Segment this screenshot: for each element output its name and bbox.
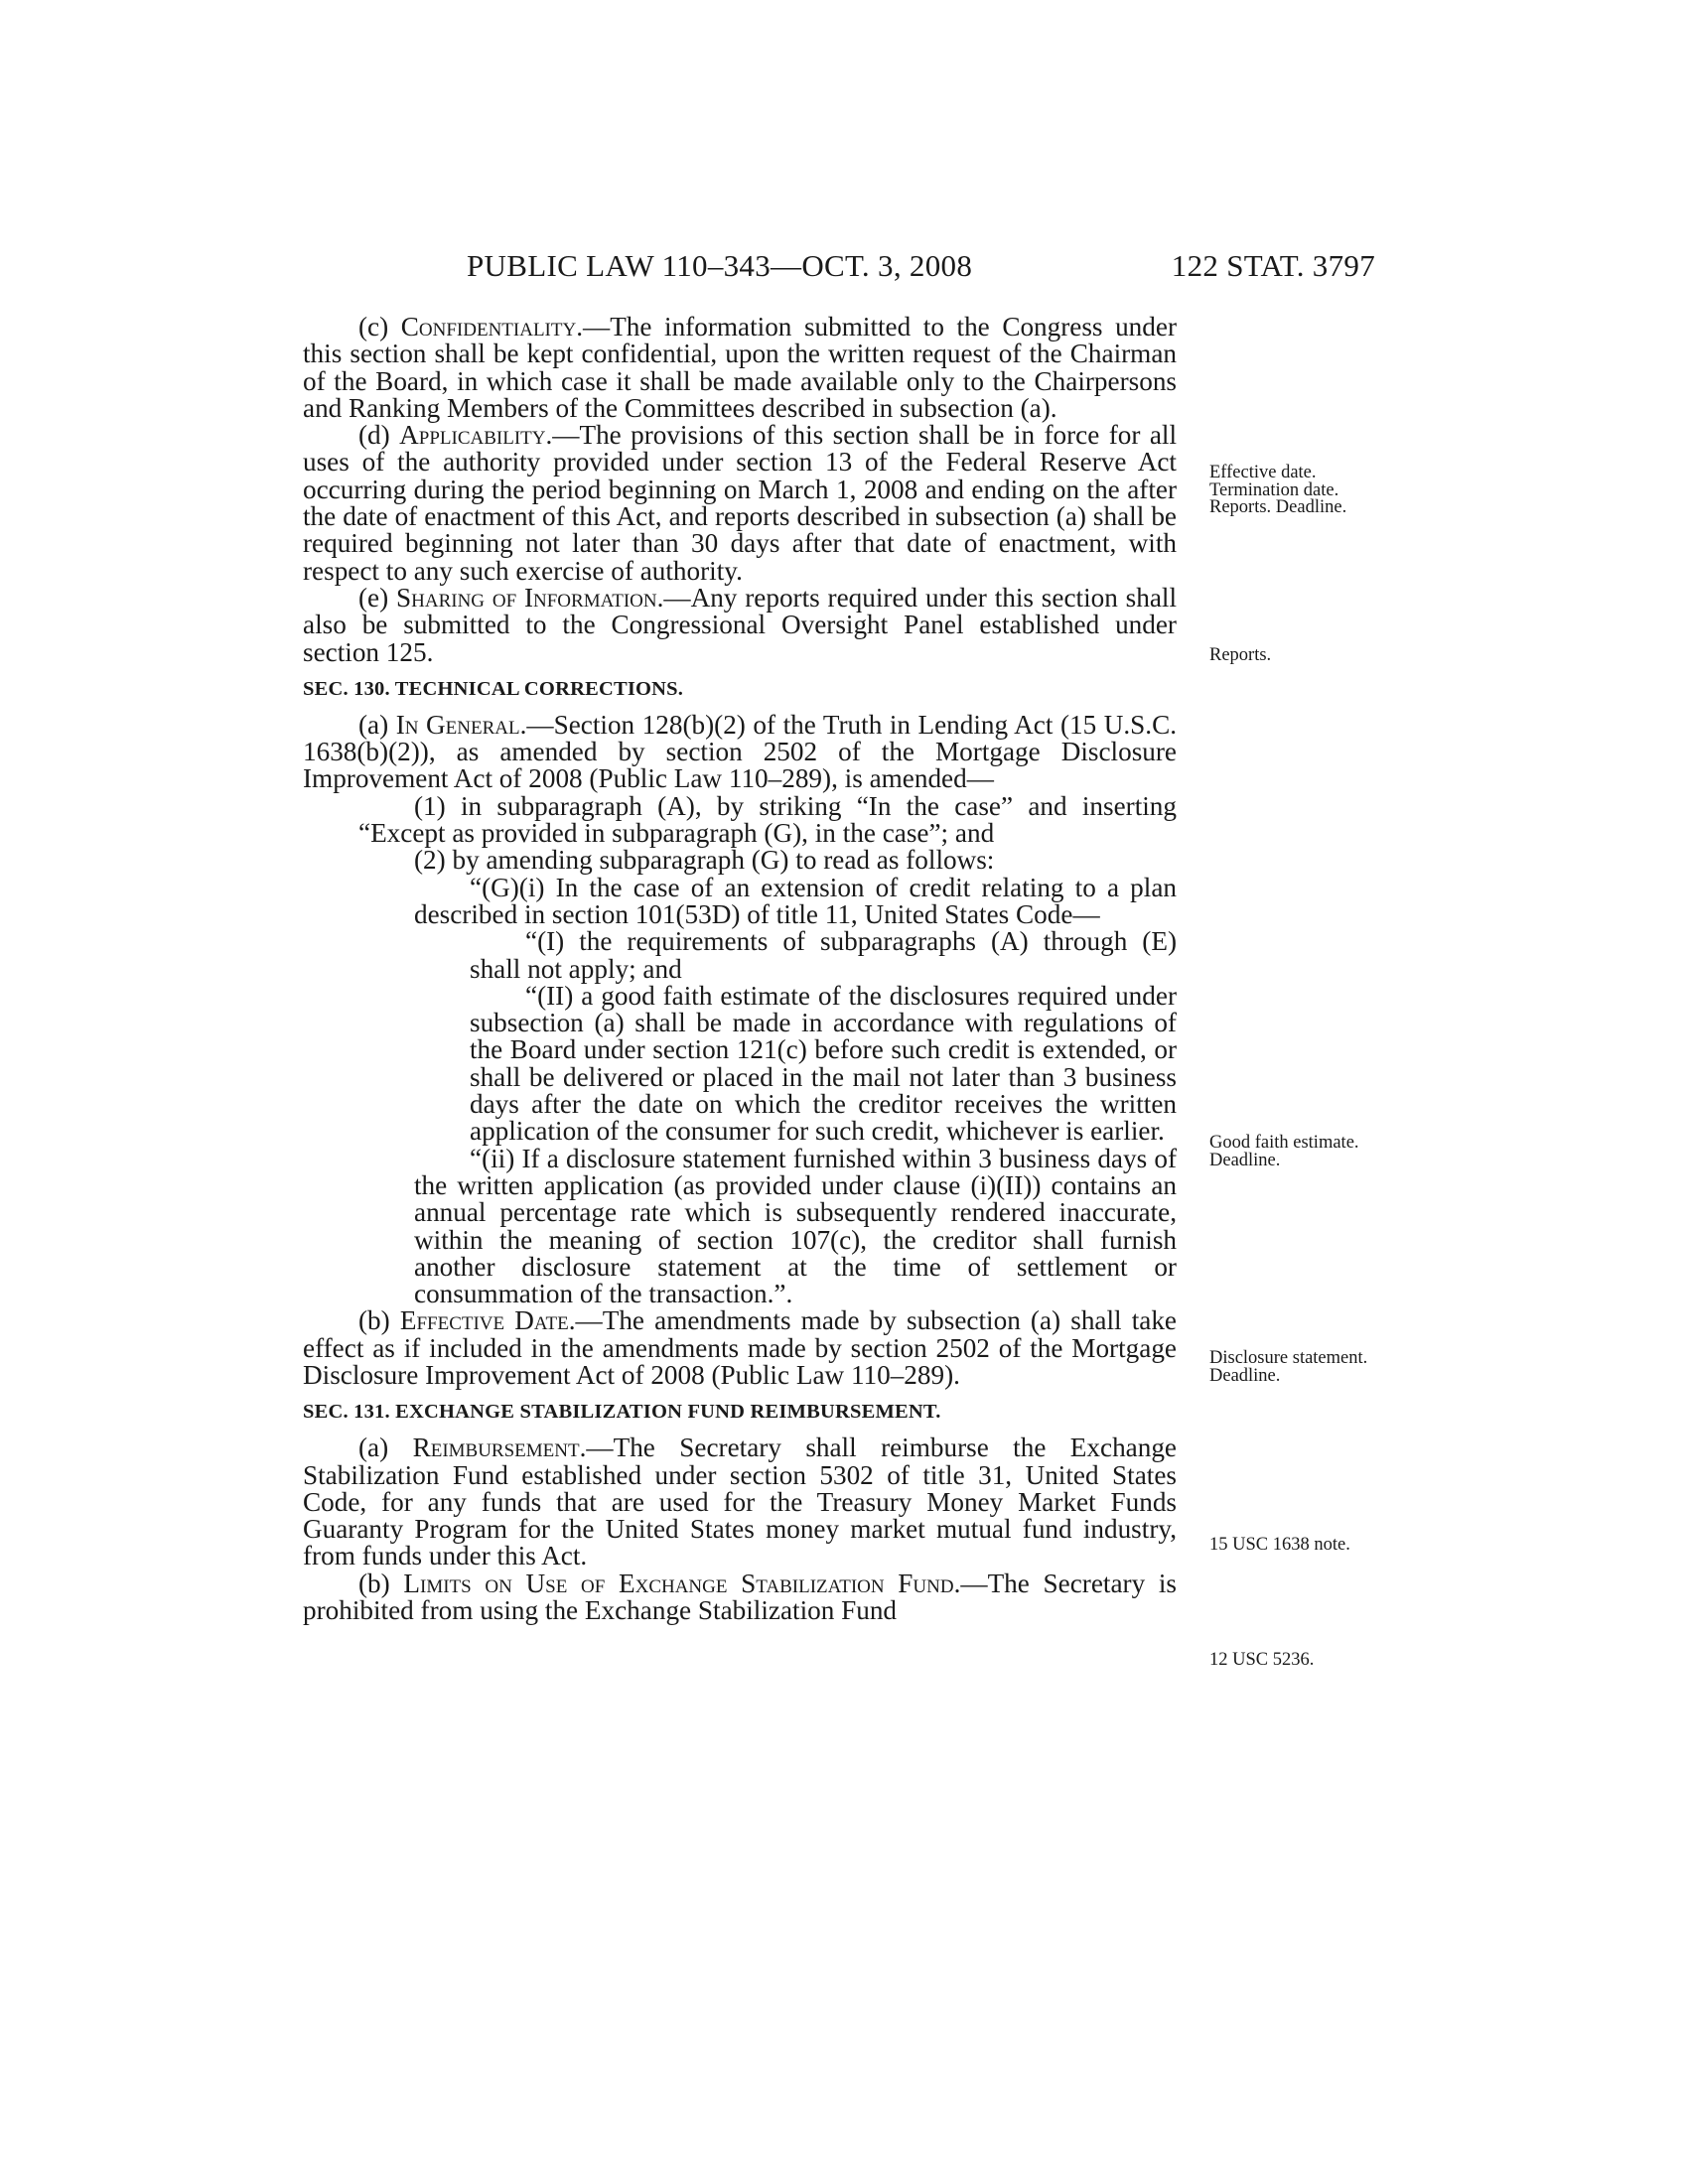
sec131-subsection-a — [303, 1434, 1177, 1570]
sec130-subsection-a — [303, 709, 1177, 794]
subsection-c-label: (c) — [358, 312, 401, 341]
sec130-b-label: (b) — [358, 1305, 400, 1336]
paragraph-1: (1) in subparagraph (A), by striking “In the case” and inserting “Except as provided in subparagraph (G), in the case”; and — [358, 790, 1177, 849]
subclause-I: “(I) the requirements of subparagraphs (A) through (E) shall not apply; and — [470, 926, 1177, 984]
sec130-b-caption: Effective Date — [399, 1305, 569, 1336]
margin-note-good-faith-estimate: Good faith estimate. Deadline. — [1209, 1133, 1359, 1170]
subsection-e-label: (e) — [358, 582, 397, 613]
sec130-b-text: .—The amendments made by subsection (a) shall take effect as if included in the amendments made by section 2502 of the Mortgage Disclosure Improvement Act of 2008 (Public Law 110–289). — [303, 1305, 1178, 1390]
sec131-subsection-b — [303, 1570, 1177, 1625]
section-131-heading: SEC. 131. EXCHANGE STABILIZATION FUND REIMBURSEMENT. — [303, 1401, 941, 1424]
clause-ii: “(ii) If a disclosure statement furnished within 3 business days of the written application (as provided under clause (i)(II)) contains an annual percentage rate which is subsequently rendered inaccurate, within the meaning of section 107(c), the creditor shall furnish another disclosure statement at the time of settlement or consummation of the transaction.”. — [414, 1143, 1177, 1309]
sec130-a-text: .—Section 128(b)(2) of the Truth in Lending Act (15 U.S.C. 1638(b)(2)), as amended by section 2502 of the Mortgage Disclosure Improvement Act of 2008 (Public Law 110–289), is amended— — [303, 709, 1177, 794]
margin-note-effective-date: Effective date. Termination date. Reports. Deadline. — [1209, 463, 1347, 517]
public-law-title: PUBLIC LAW 110–343—OCT. 3, 2008 — [467, 248, 973, 283]
margin-note-disclosure-statement: Disclosure statement. Deadline. — [1209, 1348, 1368, 1386]
subsection-d-text: .—The provisions of this section shall be in force for all uses of the authority provided under section 13 of the Federal Reserve Act occurring during the period beginning on March 1, 2008 and ending on the after the date of enactment of this Act, and reports described in subsection (a) shall be required beginning not later than 30 days after that date of enactment, with respect to any such exercise of authority. — [303, 420, 1177, 586]
sec131-a-label: (a) — [358, 1433, 413, 1463]
body-text — [303, 314, 1177, 1624]
margin-note-usc-1638: 15 USC 1638 note. — [1209, 1535, 1350, 1555]
subsection-c-text: .—The information submitted to the Congress under this section shall be kept confidential, upon the written request of the Chairman of the Board, in which case it shall be made available only to the Chairpersons and Ranking Members of the Committees described in subsection (a). — [303, 312, 1177, 423]
sec131-a-text: .—The Secretary shall reimburse the Exchange Stabilization Fund established under section 5302 of title 31, United States Code, for any funds that are used for the Treasury Money Market Funds Guaranty Program for the United States money market mutual fund industry, from funds under this Act. — [303, 1433, 1177, 1571]
subsection-e-caption: Sharing of Information — [396, 582, 657, 613]
subsection-d-caption: Applicability — [399, 420, 546, 451]
margin-note-usc-5236: 12 USC 5236. — [1209, 1650, 1315, 1670]
margin-note-reports: Reports. — [1209, 645, 1272, 665]
running-head — [303, 248, 1375, 288]
subsection-c — [303, 314, 1177, 422]
sec131-b-label: (b) — [358, 1568, 404, 1598]
subsection-e-text: .—Any reports required under this section shall also be submitted to the Congressional Oversight Panel established under section 125. — [303, 582, 1177, 667]
sec130-a-caption: In General — [395, 709, 520, 740]
sec130-subsection-b — [303, 1307, 1177, 1389]
subsection-d — [303, 422, 1177, 585]
subsection-e — [303, 582, 1177, 667]
sec131-b-text: .—The Secretary is prohibited from using the Exchange Stabilization Fund — [303, 1568, 1177, 1626]
section-130-heading: SEC. 130. TECHNICAL CORRECTIONS. — [303, 677, 684, 700]
subparagraph-g-i: “(G)(i) In the case of an extension of credit relating to a plan described in section 101(53D) of title 11, United States Code— — [414, 872, 1177, 929]
statute-page-number: 122 STAT. 3797 — [1171, 248, 1375, 283]
sec131-b-caption: Limits on Use of Exchange Stabilization Fund — [403, 1568, 954, 1598]
subclause-II: “(II) a good faith estimate of the disclosures required under subsection (a) shall be made in accordance with regulations of the Board under section 121(c) before such credit is extended, or shall be delivered or placed in the mail not later than 3 business days after the date on which the creditor receives the written application of the consumer for such credit, whichever is earlier. — [470, 980, 1177, 1147]
subsection-c-caption: Confidentiality — [400, 312, 577, 341]
paragraph-2: (2) by amending subparagraph (G) to read as follows: — [414, 845, 995, 876]
subsection-d-label: (d) — [358, 420, 400, 451]
sec130-a-label: (a) — [358, 709, 396, 740]
sec131-a-caption: Reimbursement — [412, 1433, 580, 1463]
